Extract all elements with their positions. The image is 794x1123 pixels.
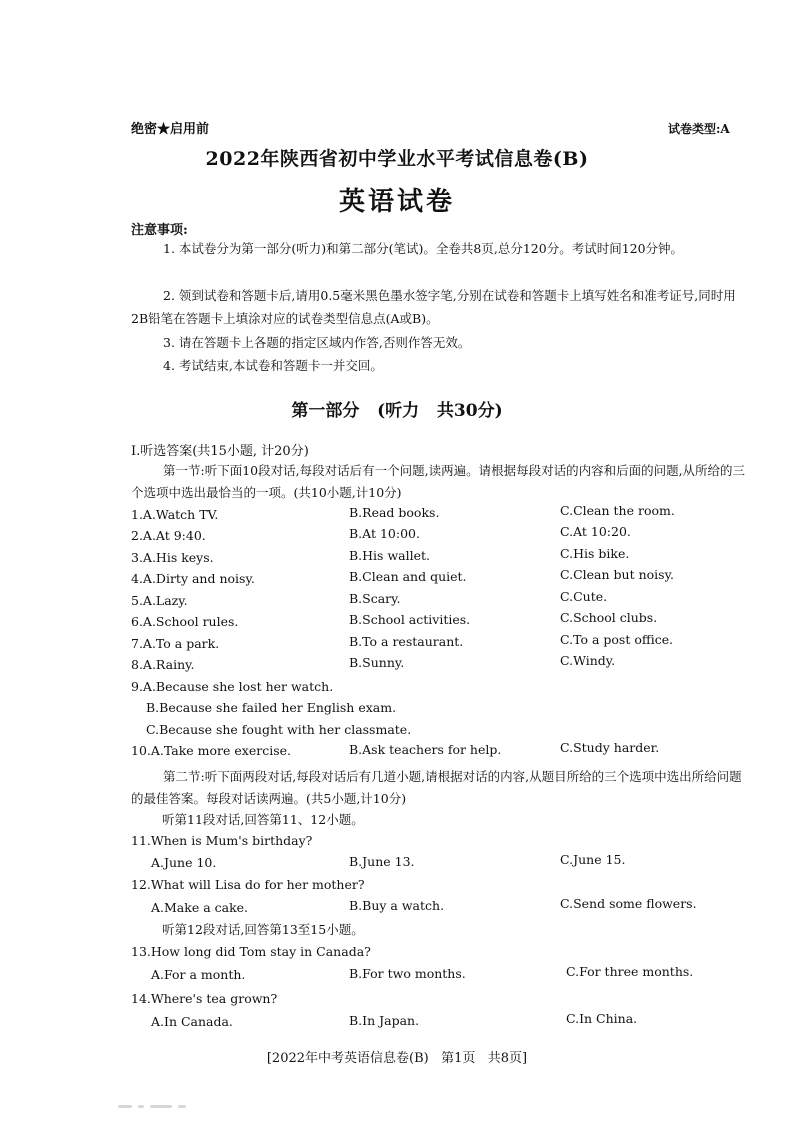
question-10-option-a: 10.A.Take more exercise. xyxy=(131,743,291,758)
question-7-option-b: B.To a restaurant. xyxy=(349,634,464,649)
question-5-option-a: 5.A.Lazy. xyxy=(131,593,188,608)
notice-label: 注意事项: xyxy=(131,223,188,238)
question-3-option-b: B.His wallet. xyxy=(349,548,430,563)
question-13-stem: 13.How long did Tom stay in Canada? xyxy=(131,944,371,959)
question-4-option-c: C.Clean but noisy. xyxy=(560,567,674,582)
question-12-stem: 12.What will Lisa do for her mother? xyxy=(131,877,365,892)
question-8-option-a: 8.A.Rainy. xyxy=(131,657,195,672)
question-1-option-a: 1.A.Watch TV. xyxy=(131,507,219,522)
question-2-option-b: B.At 10:00. xyxy=(349,526,420,541)
listen-instruction-11-12: 听第11段对话,回答第11、12小题。 xyxy=(162,812,364,827)
question-12-option-b: B.Buy a watch. xyxy=(349,898,445,913)
question-2-option-c: C.At 10:20. xyxy=(560,524,631,539)
question-6-option-a: 6.A.School rules. xyxy=(131,614,239,629)
subject-title: 英语试卷 xyxy=(338,187,455,217)
question-7-option-a: 7.A.To a park. xyxy=(131,636,220,651)
question-14-stem: 14.Where's tea grown? xyxy=(131,991,278,1006)
notice-item-4: 4. 考试结束,本试卷和答题卡一并交回。 xyxy=(163,358,383,373)
question-5-option-b: B.Scary. xyxy=(349,591,401,606)
question-13-option-c: C.For three months. xyxy=(566,964,694,979)
question-13-option-a: A.For a month. xyxy=(151,967,246,982)
section1-heading: Ⅰ.听选答案(共15小题, 计20分) xyxy=(131,444,309,459)
question-11-option-a: A.June 10. xyxy=(151,855,217,870)
paper-type-label: 试卷类型:A xyxy=(668,122,730,136)
question-6-option-b: B.School activities. xyxy=(349,612,471,627)
part1-title: 第一部分 (听力 共30分) xyxy=(291,401,503,421)
section2-instructions: 第二节:听下面两段对话,每段对话后有几道小题,请根据对话的内容,从题目所给的三个选项中选出所给问题的最佳答案。每段对话读两遍。(共5小题,计10分) xyxy=(131,769,742,806)
scan-smudge xyxy=(118,1093,214,1099)
question-4-option-b: B.Clean and quiet. xyxy=(349,569,467,584)
page-footer: [2022年中考英语信息卷(B) 第1页 共8页] xyxy=(266,1051,528,1066)
question-11-option-b: B.June 13. xyxy=(349,854,415,869)
question-9-option-c: C.Because she fought with her classmate. xyxy=(146,722,412,737)
question-7-option-c: C.To a post office. xyxy=(560,632,674,647)
question-14-option-b: B.In Japan. xyxy=(349,1013,420,1028)
question-2-option-a: 2.A.At 9:40. xyxy=(131,528,206,543)
question-3-option-c: C.His bike. xyxy=(560,546,630,561)
question-11-option-c: C.June 15. xyxy=(560,852,626,867)
question-5-option-c: C.Cute. xyxy=(560,589,608,604)
question-9-option-b: B.Because she failed her English exam. xyxy=(146,700,397,715)
question-1-option-c: C.Clean the room. xyxy=(560,503,675,518)
question-14-option-c: C.In China. xyxy=(566,1011,638,1026)
section1-instructions: 第一节:听下面10段对话,每段对话后有一个问题,读两遍。请根据每段对话的内容和后面的问题,从所给的三个选项中选出最恰当的一项。(共10小题,计10分) xyxy=(131,463,746,500)
listen-instruction-13-15: 听第12段对话,回答第13至15小题。 xyxy=(162,922,364,937)
notice-item-1: 1. 本试卷分为第一部分(听力)和第二部分(笔试)。全卷共8页,总分120分。考试时间120分钟。 xyxy=(163,241,684,256)
question-3-option-a: 3.A.His keys. xyxy=(131,550,214,565)
question-6-option-c: C.School clubs. xyxy=(560,610,658,625)
notice-item-2: 2. 领到试卷和答题卡后,请用0.5毫米黑色墨水签字笔,分别在试卷和答题卡上填写姓名和准考证号,同时用2B铅笔在答题卡上填涂对应的试卷类型信息点(A或B)。 xyxy=(131,288,736,326)
question-10-option-b: B.Ask teachers for help. xyxy=(349,742,502,757)
confidential-label: 绝密★启用前 xyxy=(131,122,210,137)
notice-item-3: 3. 请在答题卡上各题的指定区域内作答,否则作答无效。 xyxy=(163,335,471,350)
question-9-option-a: 9.A.Because she lost her watch. xyxy=(131,679,334,694)
question-8-option-b: B.Sunny. xyxy=(349,655,405,670)
question-4-option-a: 4.A.Dirty and noisy. xyxy=(131,571,255,586)
question-1-option-b: B.Read books. xyxy=(349,505,440,520)
question-14-option-a: A.In Canada. xyxy=(151,1014,233,1029)
question-11-stem: 11.When is Mum's birthday? xyxy=(131,833,313,848)
question-8-option-c: C.Windy. xyxy=(560,653,616,668)
question-12-option-c: C.Send some flowers. xyxy=(560,896,697,911)
question-10-option-c: C.Study harder. xyxy=(560,740,660,755)
exam-title: 2022年陕西省初中学业水平考试信息卷(B) xyxy=(205,148,589,170)
question-12-option-a: A.Make a cake. xyxy=(151,900,249,915)
question-13-option-b: B.For two months. xyxy=(349,966,466,981)
